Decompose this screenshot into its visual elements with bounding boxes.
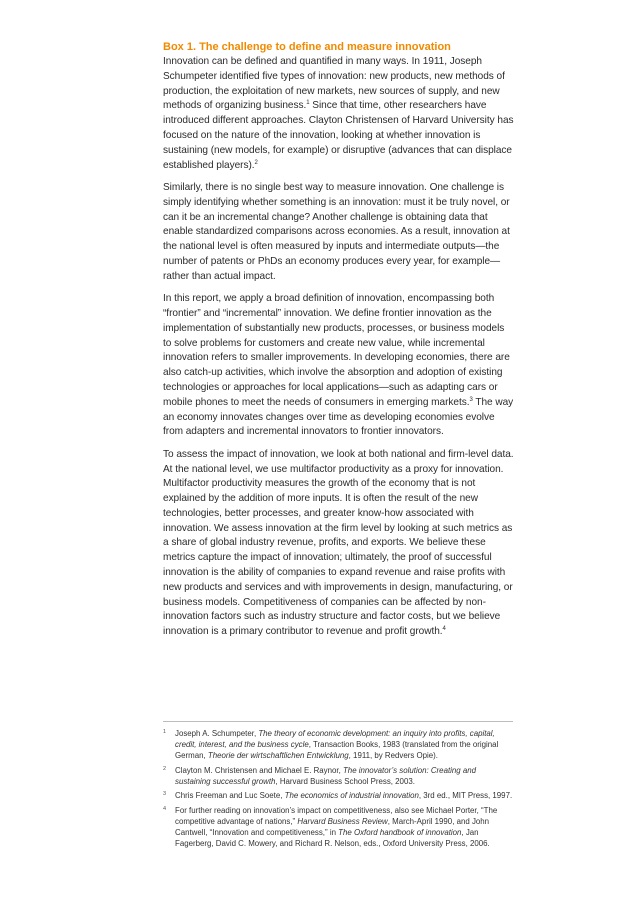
footnote-3 <box>163 790 513 801</box>
footnote-part: , 1911, by Redvers Opie). <box>348 751 438 760</box>
footnote-part: , Transaction Books, 1983 (translated from the original German, <box>175 740 499 760</box>
footnote-2 <box>163 765 513 787</box>
innovation-box <box>163 40 515 648</box>
paragraph-3 <box>163 292 515 440</box>
footnote-ref-4: 4 <box>442 626 446 633</box>
footnote-part: Joseph A. Schumpeter, <box>175 729 259 738</box>
paragraph-1-text-a: Innovation can be defined and quantified in many ways. In 1911, Joseph Schumpeter identified five types of innovation: new products, new methods of production, the exploitation of new markets, new sources of supply, and new methods of organizing business. <box>163 56 505 112</box>
footnote-part: , March-April 1990, and John Cantwell, “Innovation and competitiveness,” in <box>175 816 490 837</box>
box-title: Box 1. The challenge to define and measure innovation <box>163 41 451 53</box>
footnote-text <box>175 765 513 787</box>
paragraph-1 <box>163 55 515 173</box>
footnote-part: , 3rd ed., MIT Press, 1997. <box>418 791 513 801</box>
footnote-text <box>175 728 513 761</box>
footnote-number: 3 <box>163 791 167 798</box>
paragraph-1-text-b: Since that time, other researchers have introduced different approaches. Clayton Christensen of Harvard University has focused on the nature of the innovation, looking at whether innovation is sustaining (new models, for example) or disruptive (advances that can displace established players). <box>163 100 514 171</box>
footnote-part: Clayton M. Christensen and Michael E. Raynor, <box>175 765 343 775</box>
footnote-part: Chris Freeman and Luc Soete, <box>175 791 285 801</box>
footnote-ref-3: 3 <box>469 396 473 403</box>
footnote-text <box>175 790 513 801</box>
footnote-ref-1: 1 <box>306 100 310 107</box>
footnote-divider <box>163 721 513 722</box>
footnote-part: , Harvard Business School Press, 2003. <box>275 776 415 786</box>
footnote-title: The Oxford handbook of innovation <box>338 827 462 837</box>
footnote-title: The economics of industrial innovation <box>284 791 419 801</box>
footnote-ref-2: 2 <box>254 159 258 166</box>
paragraph-4 <box>163 448 515 640</box>
footnote-part: For further reading on innovation’s impact on competitiveness, also see Michael Porter, “The competitive advantage of nations,” <box>175 805 498 826</box>
footnote-title: The theory of economic development: an inquiry into profits, capital, credit, interest, and the business cycle <box>175 729 495 749</box>
footnote-1 <box>163 728 513 761</box>
paragraph-2: Similarly, there is no single best way to measure innovation. One challenge is simply identifying whether something is an innovation: must it be truly novel, or can it be an incremental change? Another challenge is obtaining data that enable standardized comparisons across economies. As a result, innovation at the national level is often measured by inputs and intermediate outputs—the number of patents or PhDs an economy produces every year, for example—rather than actual impact. <box>163 181 510 282</box>
footnote-number: 2 <box>163 765 167 772</box>
footnote-part: , Jan Fagerberg, David C. Mowery, and Richard R. Nelson, eds., Oxford University Press, 2006. <box>175 827 490 848</box>
footnote-title: Theorie der wirtschaftlichen Entwicklung <box>207 751 349 760</box>
footnote-number: 4 <box>163 805 167 812</box>
footnote-title: The innovator’s solution: Creating and sustaining successful growth <box>175 765 477 786</box>
paragraph-4-text: To assess the impact of innovation, we look at both national and firm-level data. At the national level, we use multifactor productivity as a proxy for innovation. Multifactor productivity measures the growth of the economy that is not explained by the addition of more inputs. It is often the result of the new technologies, better processes, and greater know-how associated with innovation. We assess innovation at the firm level by looking at such metrics as a share of global industry revenue, profits, and exports. We believe these metrics capture the impact of innovation; ultimately, the proof of successful innovation is the ability of companies to expand revenue and raise profits with new products and services and with improvements in design, manufacturing, or business models. Competitiveness of companies can be affected by non-innovation factors such as industry structure and factor costs, but we believe innovation is a primary contributor to revenue and profit growth. <box>163 448 514 638</box>
footnote-title: Harvard Business Review <box>297 816 388 826</box>
footnote-number: 1 <box>163 729 167 735</box>
footnotes <box>163 728 513 852</box>
footnote-text <box>175 805 513 849</box>
footnote-4 <box>163 805 513 849</box>
paragraph-3-text-b: The way an economy innovates changes over time as developing economies evolve from adapters and incremental innovators to frontier innovators. <box>163 396 514 438</box>
paragraph-3-text-a: In this report, we apply a broad definition of innovation, encompassing both “frontier” and “incremental” innovation. We define frontier innovation as the implementation of substantially new products, processes, or business models to solve problems for customers and create new value, while incremental innovation refers to smaller improvements. In developing economies, there are also catch-up activities, which involve the absorption and adoption of existing technologies or approaches for local applications—such as adapting cars or mobile phones to meet the needs of consumers in emerging markets. <box>163 293 510 408</box>
